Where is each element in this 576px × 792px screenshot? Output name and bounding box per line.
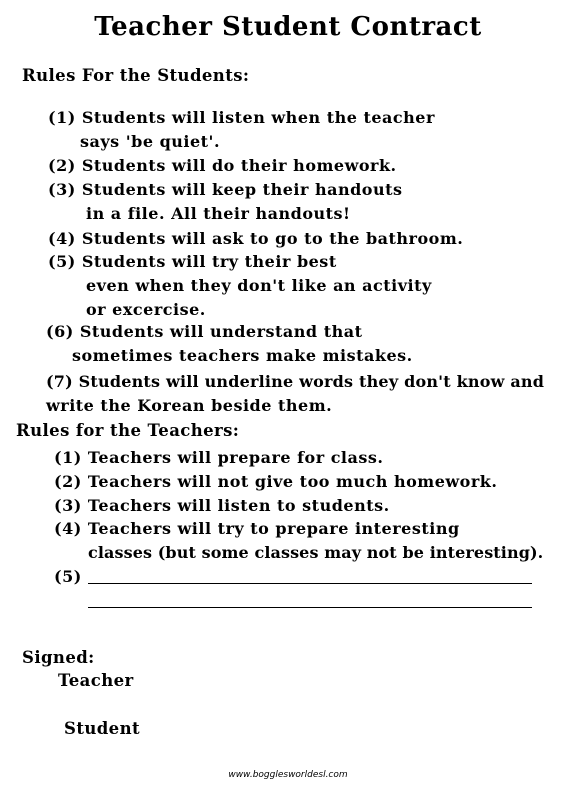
page-title: Teacher Student Contract	[94, 12, 482, 42]
teacher-signature-label: Teacher	[58, 671, 134, 690]
teacher-rule-5-blank-line-1[interactable]	[88, 583, 532, 584]
student-rule-6-cont: sometimes teachers make mistakes.	[72, 346, 413, 365]
student-rule-5-cont-b: or excercise.	[86, 300, 206, 319]
footer-url: www.bogglesworldesl.com	[228, 770, 348, 780]
student-rule-6: (6) Students will understand that	[46, 322, 363, 341]
signed-label: Signed:	[22, 648, 95, 667]
teacher-rule-1: (1) Teachers will prepare for class.	[54, 448, 384, 467]
student-rule-7-cont: write the Korean beside them.	[46, 396, 333, 415]
student-rule-3-cont: in a file. All their handouts!	[86, 204, 351, 223]
student-rule-1: (1) Students will listen when the teacher	[48, 108, 435, 127]
student-rule-1-cont: says 'be quiet'.	[80, 132, 221, 151]
student-signature-label: Student	[64, 719, 140, 738]
students-rules-heading: Rules For the Students:	[22, 66, 250, 85]
student-rule-5-cont-a: even when they don't like an activity	[86, 276, 432, 295]
teacher-rule-3: (3) Teachers will listen to students.	[54, 496, 390, 515]
teachers-rules-heading: Rules for the Teachers:	[16, 421, 240, 440]
teacher-rule-4: (4) Teachers will try to prepare interesting	[54, 519, 460, 538]
student-rule-4: (4) Students will ask to go to the bathroom.	[48, 229, 464, 248]
student-rule-3: (3) Students will keep their handouts	[48, 180, 403, 199]
student-rule-7: (7) Students will underline words they don't know and	[46, 372, 545, 391]
teacher-rule-4-cont: classes (but some classes may not be interesting).	[88, 543, 544, 562]
teacher-rule-5-blank-line-2[interactable]	[88, 607, 532, 608]
student-rule-2: (2) Students will do their homework.	[48, 156, 397, 175]
teacher-rule-5: (5)	[54, 567, 82, 586]
student-rule-5: (5) Students will try their best	[48, 252, 337, 271]
teacher-rule-2: (2) Teachers will not give too much homework.	[54, 472, 498, 491]
